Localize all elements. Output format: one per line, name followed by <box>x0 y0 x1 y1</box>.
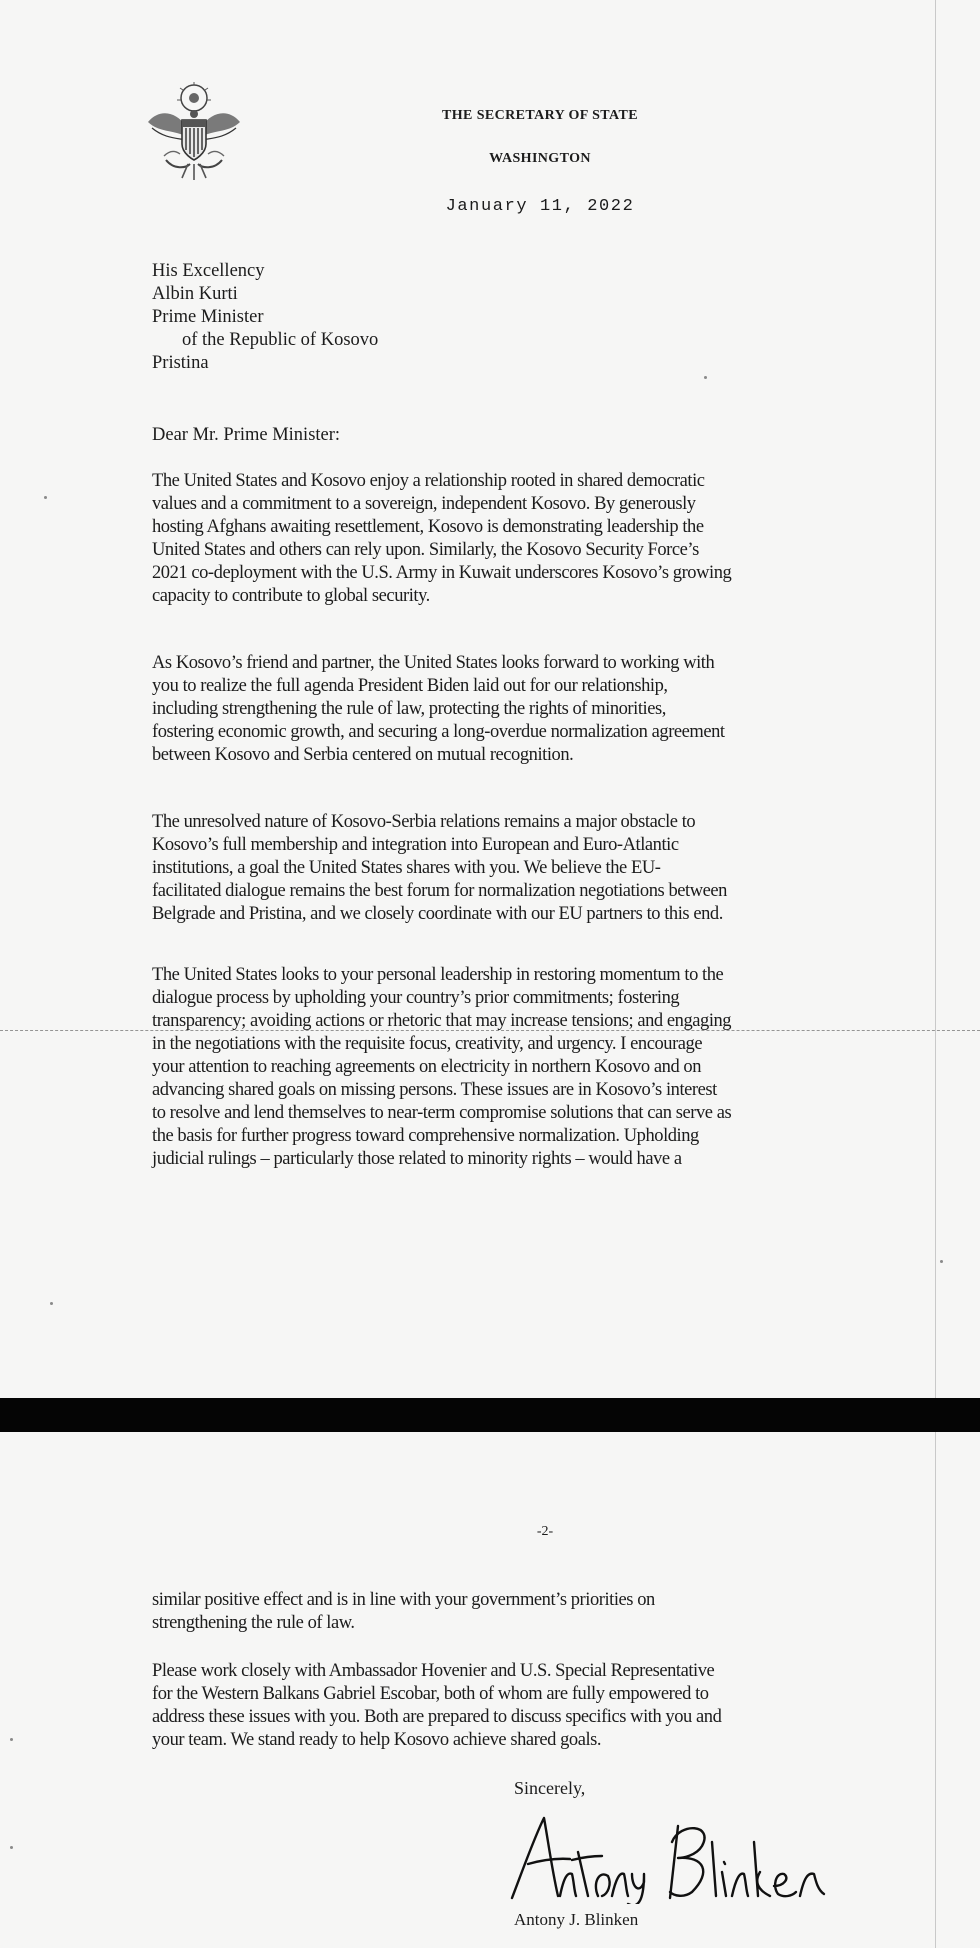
handwritten-signature <box>508 1812 838 1904</box>
body-paragraph-1 <box>152 470 942 608</box>
text-line: Please work closely with Ambassador Hovenier and U.S. Special Representative <box>152 1661 715 1681</box>
text-line: United States and others can rely upon. Similarly, the Kosovo Security Force’s <box>152 540 699 560</box>
text-line: between Kosovo and Serbia centered on mutual recognition. <box>152 745 574 765</box>
recipient-address <box>152 260 942 375</box>
scan-speck <box>44 496 47 499</box>
scan-speck <box>10 1846 13 1849</box>
signer-name: Antony J. Blinken <box>514 1910 639 1929</box>
text-line: advancing shared goals on missing persons. These issues are in Kosovo’s interest <box>152 1080 717 1100</box>
letter-date: January 11, 2022 <box>445 197 635 216</box>
fold-crease <box>0 1030 980 1032</box>
body-paragraph-2 <box>152 652 942 767</box>
body-paragraph-4 <box>152 964 942 1171</box>
text-line: for the Western Balkans Gabriel Escobar, both of whom are fully empowered to <box>152 1684 709 1704</box>
address-line: Pristina <box>152 353 209 373</box>
text-line: The unresolved nature of Kosovo-Serbia relations remains a major obstacle to <box>152 812 696 832</box>
body-paragraph-6 <box>152 1660 942 1752</box>
letter-page-2 <box>0 1432 980 1948</box>
scan-speck <box>10 1738 13 1741</box>
text-line: your team. We stand ready to help Kosovo achieve shared goals. <box>152 1730 602 1750</box>
text-line: fostering economic growth, and securing a long-overdue normalization agreement <box>152 722 725 742</box>
text-line: your attention to reaching agreements on electricity in northern Kosovo and on <box>152 1057 702 1077</box>
text-line: to resolve and lend themselves to near-term compromise solutions that can serve as <box>152 1103 732 1123</box>
scan-speck <box>940 1260 943 1263</box>
address-line: His Excellency <box>152 261 265 281</box>
scan-speck <box>704 376 707 379</box>
text-line: 2021 co-deployment with the U.S. Army in Kuwait underscores Kosovo’s growing <box>152 563 732 583</box>
address-line: Prime Minister <box>152 307 264 327</box>
text-line: the basis for further progress toward comprehensive normalization. Upholding <box>152 1126 699 1146</box>
text-line: similar positive effect and is in line with your government’s priorities on <box>152 1590 655 1610</box>
text-line: you to realize the full agenda President Biden laid out for our relationship, <box>152 676 668 696</box>
text-line: values and a commitment to a sovereign, independent Kosovo. By generously <box>152 494 696 514</box>
scan-speck <box>50 1302 53 1305</box>
salutation: Dear Mr. Prime Minister: <box>152 425 341 445</box>
text-line: facilitated dialogue remains the best forum for normalization negotiations between <box>152 881 727 901</box>
text-line: address these issues with you. Both are prepared to discuss specifics with you and <box>152 1707 722 1727</box>
letterhead-city: WASHINGTON <box>489 151 591 166</box>
text-line: capacity to contribute to global security. <box>152 586 430 606</box>
body-paragraph-5 <box>152 1589 942 1635</box>
address-line: Albin Kurti <box>152 284 238 304</box>
letterhead-title: THE SECRETARY OF STATE <box>442 108 638 123</box>
text-line: The United States looks to your personal leadership in restoring momentum to the <box>152 965 724 985</box>
text-line: hosting Afghans awaiting resettlement, Kosovo is demonstrating leadership the <box>152 517 704 537</box>
closing: Sincerely, <box>514 1778 586 1798</box>
text-line: judicial rulings – particularly those related to minority rights – would have a <box>152 1149 682 1169</box>
text-line: transparency; avoiding actions or rhetoric that may increase tensions; and engaging <box>152 1011 732 1031</box>
page-gap-band <box>0 1398 980 1432</box>
page-number: -2- <box>536 1524 554 1539</box>
text-line: including strengthening the rule of law, protecting the rights of minorities, <box>152 699 666 719</box>
body-paragraph-3 <box>152 811 942 926</box>
text-line: The United States and Kosovo enjoy a relationship rooted in shared democratic <box>152 471 705 491</box>
text-line: Belgrade and Pristina, and we closely coordinate with our EU partners to this end. <box>152 904 723 924</box>
text-line: Kosovo’s full membership and integration into European and Euro-Atlantic <box>152 835 679 855</box>
us-great-seal-icon <box>142 78 246 186</box>
text-line: strengthening the rule of law. <box>152 1613 355 1633</box>
text-line: institutions, a goal the United States shares with you. We believe the EU- <box>152 858 661 878</box>
text-line: dialogue process by upholding your country’s prior commitments; fostering <box>152 988 680 1008</box>
text-line: As Kosovo’s friend and partner, the United States looks forward to working with <box>152 653 715 673</box>
address-line: of the Republic of Kosovo <box>182 330 379 350</box>
text-line: in the negotiations with the requisite focus, creativity, and urgency. I encourage <box>152 1034 703 1054</box>
